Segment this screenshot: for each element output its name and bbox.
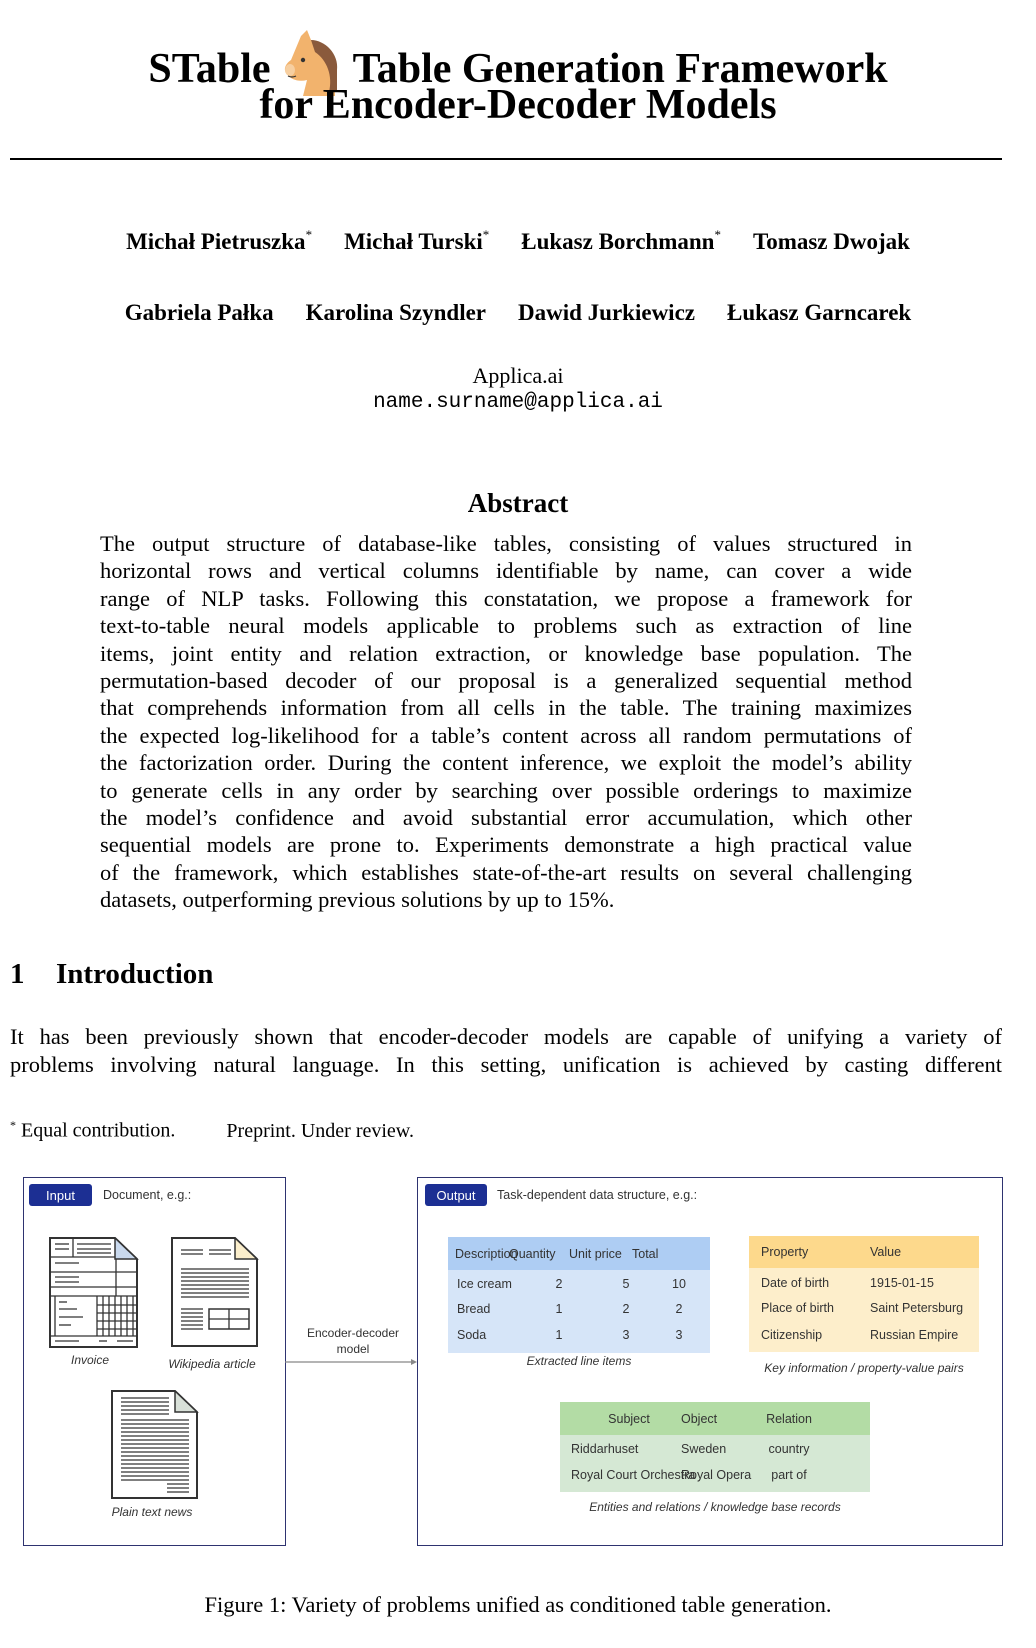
table-header-cell: Object bbox=[681, 1412, 718, 1426]
table-cell: Royal Court Orchestra bbox=[571, 1468, 696, 1482]
author: Karolina Szyndler bbox=[305, 300, 487, 325]
abstract-body bbox=[100, 530, 912, 914]
table-cell: Place of birth bbox=[761, 1301, 834, 1315]
author: Tomasz Dwojak bbox=[752, 229, 910, 254]
text-line: problems involving natural language. In this setting, unification is achieved by casting different bbox=[10, 1052, 1002, 1077]
output-badge: Output bbox=[425, 1184, 487, 1206]
key-info-table bbox=[749, 1236, 979, 1352]
figure-caption: Figure 1: Variety of problems unified as conditioned table generation. bbox=[204, 1592, 832, 1617]
table-cell: 1915-01-15 bbox=[870, 1276, 934, 1290]
wikipedia-article-label: Wikipedia article bbox=[168, 1357, 256, 1371]
table-cell: Bread bbox=[457, 1302, 491, 1316]
authors-row-2 bbox=[0, 300, 1036, 326]
table-header-cell: Description bbox=[455, 1247, 518, 1261]
author: Michał Pietruszka* bbox=[126, 227, 313, 254]
invoice-label: Invoice bbox=[70, 1353, 110, 1367]
text-line: range of NLP tasks. Following this constatation, we propose a framework for bbox=[100, 585, 912, 611]
table-cell: 2 bbox=[622, 1302, 630, 1316]
table-cell: Date of birth bbox=[761, 1276, 830, 1290]
text-line: datasets, outperforming previous solutions by up to 15%. bbox=[100, 887, 615, 913]
table-cell: country bbox=[768, 1442, 810, 1456]
table-cell: 2 bbox=[555, 1277, 563, 1291]
section-heading bbox=[10, 958, 213, 991]
table-cell: Sweden bbox=[681, 1442, 727, 1456]
author: Łukasz Garncarek bbox=[727, 300, 912, 325]
table-header-cell: Relation bbox=[766, 1412, 812, 1426]
text-line: that comprehends information from all cells in the table. The training maximizes bbox=[100, 695, 912, 721]
table-cell: part of bbox=[771, 1468, 807, 1482]
section-number: 1 bbox=[10, 958, 25, 990]
table-cell: Ice cream bbox=[457, 1277, 512, 1291]
table-cell: Soda bbox=[457, 1328, 487, 1342]
table-cell: 3 bbox=[675, 1328, 683, 1342]
table-cell: 2 bbox=[675, 1302, 683, 1316]
table-cell: Russian Empire bbox=[870, 1328, 959, 1342]
relations-table bbox=[560, 1402, 870, 1492]
line-items-table bbox=[448, 1237, 710, 1353]
table-header-cell: Quantity bbox=[509, 1247, 556, 1261]
text-line: The output structure of database-like tables, consisting of values structured in bbox=[100, 531, 912, 556]
email: name.surname@applica.ai bbox=[373, 391, 663, 414]
title-stable: STable bbox=[148, 45, 271, 92]
abstract-heading: Abstract bbox=[467, 488, 569, 518]
line-items-caption: Extracted line items bbox=[526, 1354, 632, 1368]
table-cell: 1 bbox=[555, 1328, 563, 1342]
table-header-cell: Property bbox=[761, 1245, 809, 1259]
text-line: It has been previously shown that encoder-decoder models are capable of unifying a variety of bbox=[10, 1024, 1002, 1049]
author: Dawid Jurkiewicz bbox=[518, 300, 695, 325]
text-line: of the framework, which establishes state-of-the-art results on several challenging bbox=[100, 859, 912, 885]
text-line: text-to-table neural models applicable to problems such as extraction of line bbox=[100, 613, 912, 639]
table-cell: 3 bbox=[622, 1328, 630, 1342]
table-cell: 10 bbox=[672, 1277, 686, 1291]
arrow-label-line: Encoder-decoder bbox=[306, 1326, 400, 1340]
text-line: to generate cells in any order by searching over possible orderings to maximize bbox=[100, 777, 912, 803]
text-line: the model’s confidence and avoid substantial error accumulation, which other bbox=[100, 805, 912, 831]
input-hint: Document, e.g.: bbox=[103, 1188, 192, 1202]
intro-paragraph bbox=[10, 1023, 1002, 1079]
author: Gabriela Pałka bbox=[124, 300, 274, 325]
table-cell: Citizenship bbox=[761, 1328, 823, 1342]
footnote-mark: * bbox=[10, 1118, 16, 1132]
plain-text-news-label: Plain text news bbox=[111, 1505, 193, 1519]
preprint-note: Preprint. Under review. bbox=[226, 1119, 414, 1142]
arrow-label bbox=[290, 1325, 416, 1357]
footnote bbox=[10, 1118, 414, 1143]
title-rule bbox=[10, 158, 1002, 160]
input-badge: Input bbox=[29, 1184, 92, 1206]
author: Łukasz Borchmann* bbox=[521, 227, 721, 254]
table-header-cell: Value bbox=[870, 1245, 902, 1259]
footnote-text: Equal contribution. bbox=[21, 1119, 176, 1142]
table-cell: 5 bbox=[622, 1277, 630, 1291]
arrow-right-icon bbox=[285, 1357, 419, 1367]
arrow-label-line: model bbox=[336, 1342, 370, 1356]
plain-text-news-icon bbox=[111, 1390, 199, 1500]
table-cell: Royal Opera bbox=[681, 1468, 752, 1482]
table-header-cell: Total bbox=[632, 1247, 659, 1261]
invoice-document-icon bbox=[49, 1237, 139, 1349]
text-line: sequential models are prone to. Experiments demonstrate a high practical value bbox=[100, 832, 912, 858]
title-main: Table Generation Framework bbox=[352, 45, 888, 92]
paper-title-line-2: for Encoder-Decoder Models bbox=[259, 82, 777, 128]
text-line: the expected log-likelihood for a table’s content across all random permutations of bbox=[100, 722, 912, 748]
text-line: horizontal rows and vertical columns identifiable by name, can cover a wide bbox=[100, 558, 912, 584]
text-line: the factorization order. During the content inference, we exploit the model’s ability bbox=[100, 750, 912, 776]
relations-caption: Entities and relations / knowledge base records bbox=[589, 1500, 841, 1514]
authors-row-1 bbox=[0, 229, 1036, 255]
key-info-caption: Key information / property-value pairs bbox=[764, 1361, 964, 1375]
text-line: items, joint entity and relation extraction, or knowledge base population. The bbox=[100, 640, 912, 666]
table-cell: Saint Petersburg bbox=[870, 1301, 964, 1315]
table-cell: Riddarhuset bbox=[571, 1442, 639, 1456]
text-line: permutation-based decoder of our proposal is a generalized sequential method bbox=[100, 668, 912, 694]
wikipedia-article-icon bbox=[171, 1237, 259, 1349]
author: Michał Turski* bbox=[344, 227, 490, 254]
table-cell: 1 bbox=[555, 1302, 563, 1316]
affiliation: Applica.ai bbox=[472, 363, 564, 388]
table-header-cell: Subject bbox=[608, 1412, 650, 1426]
output-hint: Task-dependent data structure, e.g.: bbox=[497, 1188, 698, 1202]
table-header-cell: Unit price bbox=[569, 1247, 622, 1261]
section-title: Introduction bbox=[56, 958, 214, 990]
